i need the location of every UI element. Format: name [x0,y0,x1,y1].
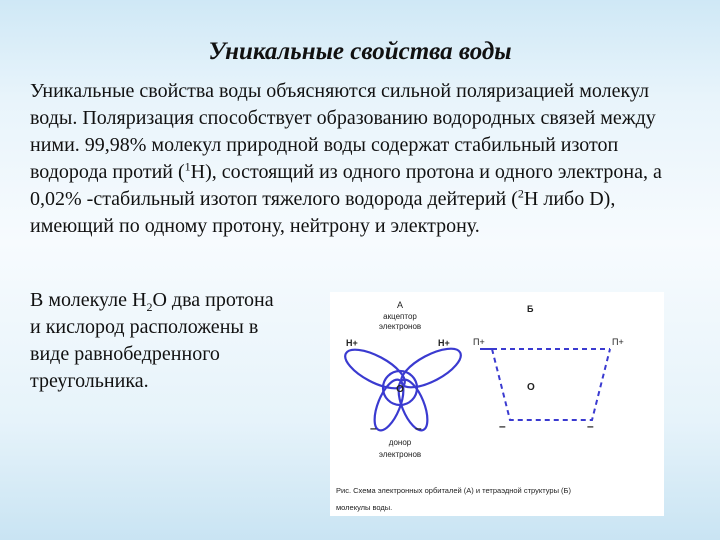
b-minus-left: – [499,419,506,433]
figure-labels [336,300,624,512]
slide-title: Уникальные свойства воды [208,38,512,65]
paragraph-part-3: H либо D), имеющий по одному протону, нейтрону и электрону. [30,188,616,237]
minus-left: – [370,421,377,435]
minus-right: – [415,421,422,435]
caption-line-1: Рис. Схема электронных орбиталей (А) и тетраэдной структуры (Б) [336,486,571,495]
acceptor-label-2: электронов [378,322,422,331]
oxygen-label: O [396,384,404,395]
label-b: Б [527,304,534,314]
superscript-1: 1 [184,159,191,174]
tetrahedral-diagram [480,349,610,420]
acceptor-label-1: акцептор [383,312,417,321]
side-part-1: В молекуле H [30,289,147,311]
subscript-2: 2 [146,300,153,314]
orbital-right-lobe [396,341,466,395]
h-plus-right: H+ [438,338,450,348]
figure-svg [330,292,664,516]
paragraph-part-1: Уникальные свойства воды объясняются сильной поляризацией молекул воды. Поляризация способствует образованию водородных связей между ними. 99,98% молекул природной воды содержат стабильный изотоп водорода протий ( [30,80,656,183]
label-a: А [396,300,404,310]
b-oxygen-label: O [527,382,535,393]
donor-label-1: донор [388,438,412,447]
b-p-right: П+ [612,337,624,347]
side-part-2: O два протона и кислород расположены в виде равнобедренного треугольника. [30,289,274,392]
paragraph-part-2: H), состоящий из одного протона и одного электрона, а 0,02% -стабильный изотоп тяжелого водорода дейтерий ( [30,161,662,210]
donor-label-2: электронов [378,450,422,459]
side-paragraph [30,287,280,395]
h-plus-left: H+ [346,338,358,348]
water-molecule-figure [330,292,664,516]
b-minus-right: – [587,419,594,433]
main-paragraph [30,78,700,240]
trapezoid-edges [492,349,610,420]
b-p-left: П+ [473,337,485,347]
superscript-2: 2 [517,186,524,201]
caption-line-2: молекулы воды. [336,503,393,512]
